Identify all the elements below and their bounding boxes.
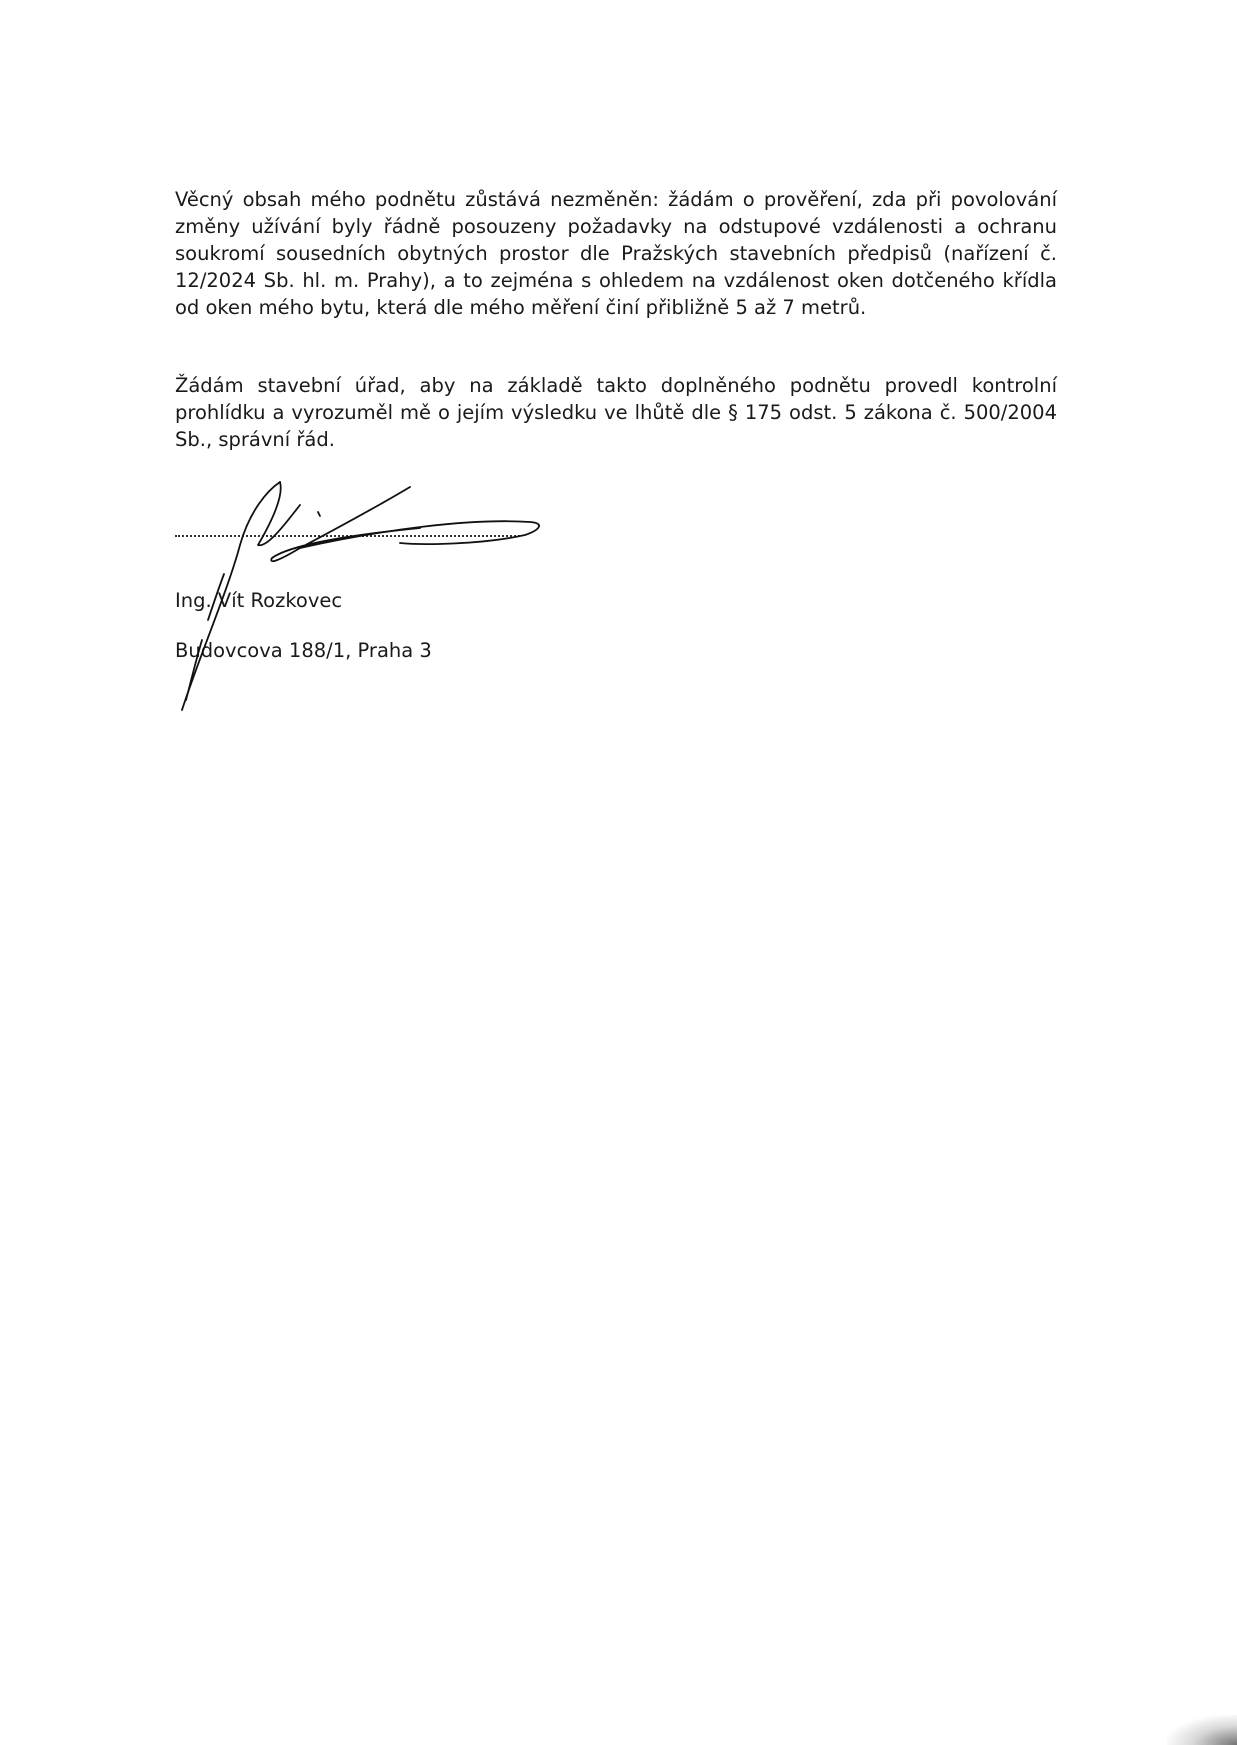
signer-name: Ing. Vít Rozkovec: [175, 589, 343, 612]
signature-dotted-line: [175, 535, 520, 537]
body-paragraph-1: Věcný obsah mého podnětu zůstává nezměněn: žádám o prověření, zda při povolování změny užívání byly řádně posouzeny požadavky na odstupové vzdálenosti a ochranu soukromí sousedních obytných prostor dle Pražských stavebních předpisů (nařízení č. 12/2024 Sb. hl. m. Prahy), a to zejména s ohledem na vzdálenost oken dotčeného křídla od oken mého bytu, která dle mého měření činí přibližně 5 až 7 metrů.: [175, 188, 1057, 319]
scan-corner-shadow: [1167, 1715, 1237, 1745]
body-paragraph-2: Žádám stavební úřad, aby na základě takto doplněného podnětu provedl kontrolní prohlídku a vyrozuměl mě o jejím výsledku ve lhůtě dle § 175 odst. 5 zákona č. 500/2004 Sb., správní řád.: [175, 374, 1057, 451]
signer-address: Budovcova 188/1, Praha 3: [175, 639, 432, 662]
